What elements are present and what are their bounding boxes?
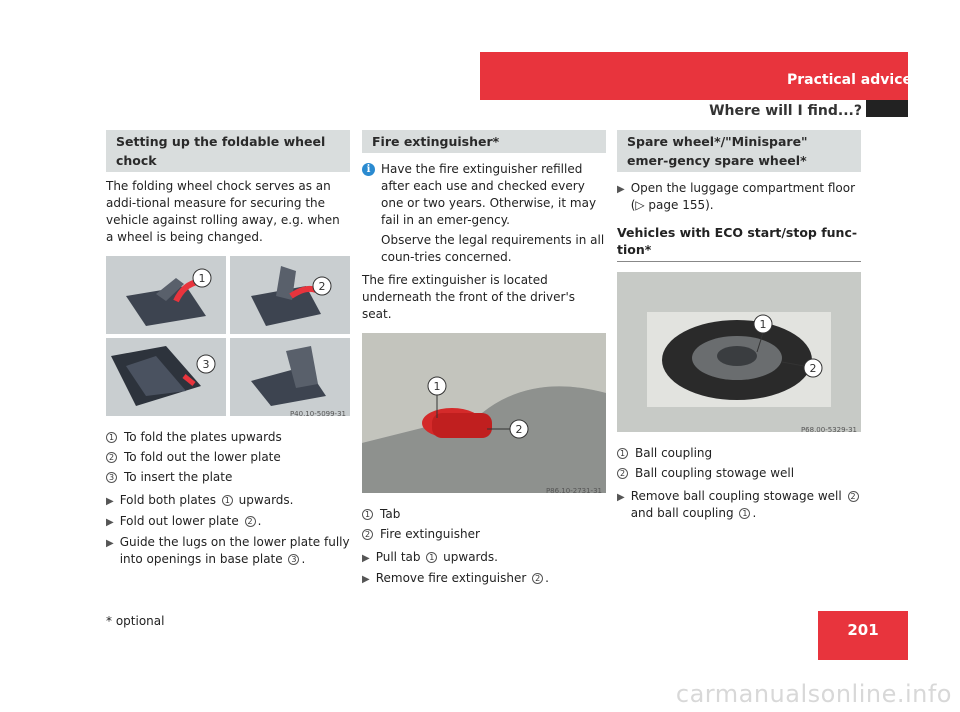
- step-arrow-icon: ▶: [617, 184, 625, 195]
- wheel-chock-illustration: [106, 256, 350, 421]
- svg-text:1: 1: [198, 272, 206, 285]
- page-number: 201: [847, 621, 879, 639]
- legend-text: Fire extinguisher: [380, 527, 480, 541]
- subheading: Vehicles with ECO start/stop func-tion*: [617, 224, 861, 262]
- page-number-box: [818, 611, 908, 660]
- callout-3: 3: [106, 472, 117, 483]
- callout-1: 1: [426, 552, 437, 563]
- fire-extinguisher-photo: [362, 333, 606, 498]
- callout-2: 2: [848, 491, 859, 502]
- callout-1: 1: [739, 508, 750, 519]
- section-heading: Spare wheel*/"Minispare" emer-gency spare wheel*: [617, 130, 861, 172]
- svg-text:3: 3: [202, 358, 210, 371]
- svg-text:1: 1: [759, 318, 767, 331]
- callout-2: 2: [362, 529, 373, 540]
- callout-3: 3: [288, 554, 299, 565]
- watermark: carmanualsonline.info: [675, 680, 952, 708]
- legend-item: [617, 465, 861, 482]
- instruction-step: ▶ Fold out lower plate 2 .: [106, 513, 350, 531]
- column-fire-extinguisher: [362, 130, 606, 588]
- instruction-step: ▶ Guide the lugs on the lower plate fully into openings in base plate 3 .: [106, 535, 350, 566]
- legend-text: To fold the plates upwards: [124, 430, 282, 444]
- legend-item: [362, 526, 606, 543]
- legend-item: [106, 449, 350, 466]
- instruction-step: ▶ Open the luggage compartment floor (▷ page 155).: [617, 181, 856, 212]
- legend-text: To insert the plate: [124, 470, 233, 484]
- legend-text: Tab: [380, 507, 401, 521]
- info-icon: i: [362, 163, 375, 176]
- step-arrow-icon: ▶: [362, 553, 370, 564]
- footnote: * optional: [106, 614, 165, 628]
- callout-2: 2: [532, 573, 543, 584]
- column-spare-wheel: [617, 130, 861, 522]
- intro-text: The folding wheel chock serves as an addi-tional measure for securing the vehicle against rolling away, e.g. when a wheel is being changed.: [106, 179, 340, 244]
- step-arrow-icon: ▶: [106, 538, 114, 549]
- callout-1: 1: [222, 495, 233, 506]
- info-text: Observe the legal requirements in all coun-tries concerned.: [381, 233, 605, 264]
- instruction-step: ▶ Remove ball coupling stowage well 2 and ball coupling 1 .: [617, 488, 861, 522]
- svg-text:1: 1: [433, 380, 441, 393]
- legend-item: [106, 469, 350, 486]
- legend-text: Ball coupling stowage well: [635, 466, 795, 480]
- step-arrow-icon: ▶: [106, 496, 114, 507]
- legend-item: [362, 506, 606, 523]
- instruction-step: ▶ Pull tab 1 upwards.: [362, 549, 606, 567]
- info-note: [362, 161, 606, 266]
- svg-text:2: 2: [809, 362, 817, 375]
- svg-text:2: 2: [515, 423, 523, 436]
- legend-text: To fold out the lower plate: [124, 450, 281, 464]
- column-wheel-chock: [106, 130, 350, 568]
- callout-2: 2: [245, 516, 256, 527]
- body-text: The fire extinguisher is located underneath the front of the driver's seat.: [362, 273, 576, 321]
- callout-1: 1: [106, 432, 117, 443]
- legend-item: [106, 429, 350, 446]
- callout-1: 1: [362, 509, 373, 520]
- step-arrow-icon: ▶: [106, 517, 114, 528]
- image-code: P86.10-2731-31: [545, 487, 602, 495]
- instruction-step: ▶ Fold both plates 1 upwards.: [106, 492, 350, 510]
- instruction-step: ▶ Remove fire extinguisher 2 .: [362, 570, 606, 588]
- info-text: Have the fire extinguisher refilled after each use and checked every one or two years. Otherwise, it may fail in an emer-gency.: [381, 162, 597, 227]
- subsection-title: Where will I find...?: [709, 103, 862, 119]
- step-arrow-icon: ▶: [362, 574, 370, 585]
- callout-1: 1: [617, 448, 628, 459]
- image-code: P68.00-5329-31: [800, 426, 857, 434]
- callout-2: 2: [106, 452, 117, 463]
- legend-text: Ball coupling: [635, 446, 713, 460]
- section-heading: Setting up the foldable wheel chock: [106, 130, 350, 172]
- svg-text:2: 2: [318, 280, 326, 293]
- callout-2: 2: [617, 468, 628, 479]
- image-code: P40.10-5099-31: [289, 410, 346, 418]
- header-marker: [866, 100, 908, 117]
- section-title: Practical advice: [786, 72, 912, 88]
- step-arrow-icon: ▶: [617, 492, 625, 503]
- legend-item: [617, 445, 861, 462]
- spare-wheel-photo: [617, 272, 861, 437]
- section-heading: Fire extinguisher*: [362, 130, 606, 153]
